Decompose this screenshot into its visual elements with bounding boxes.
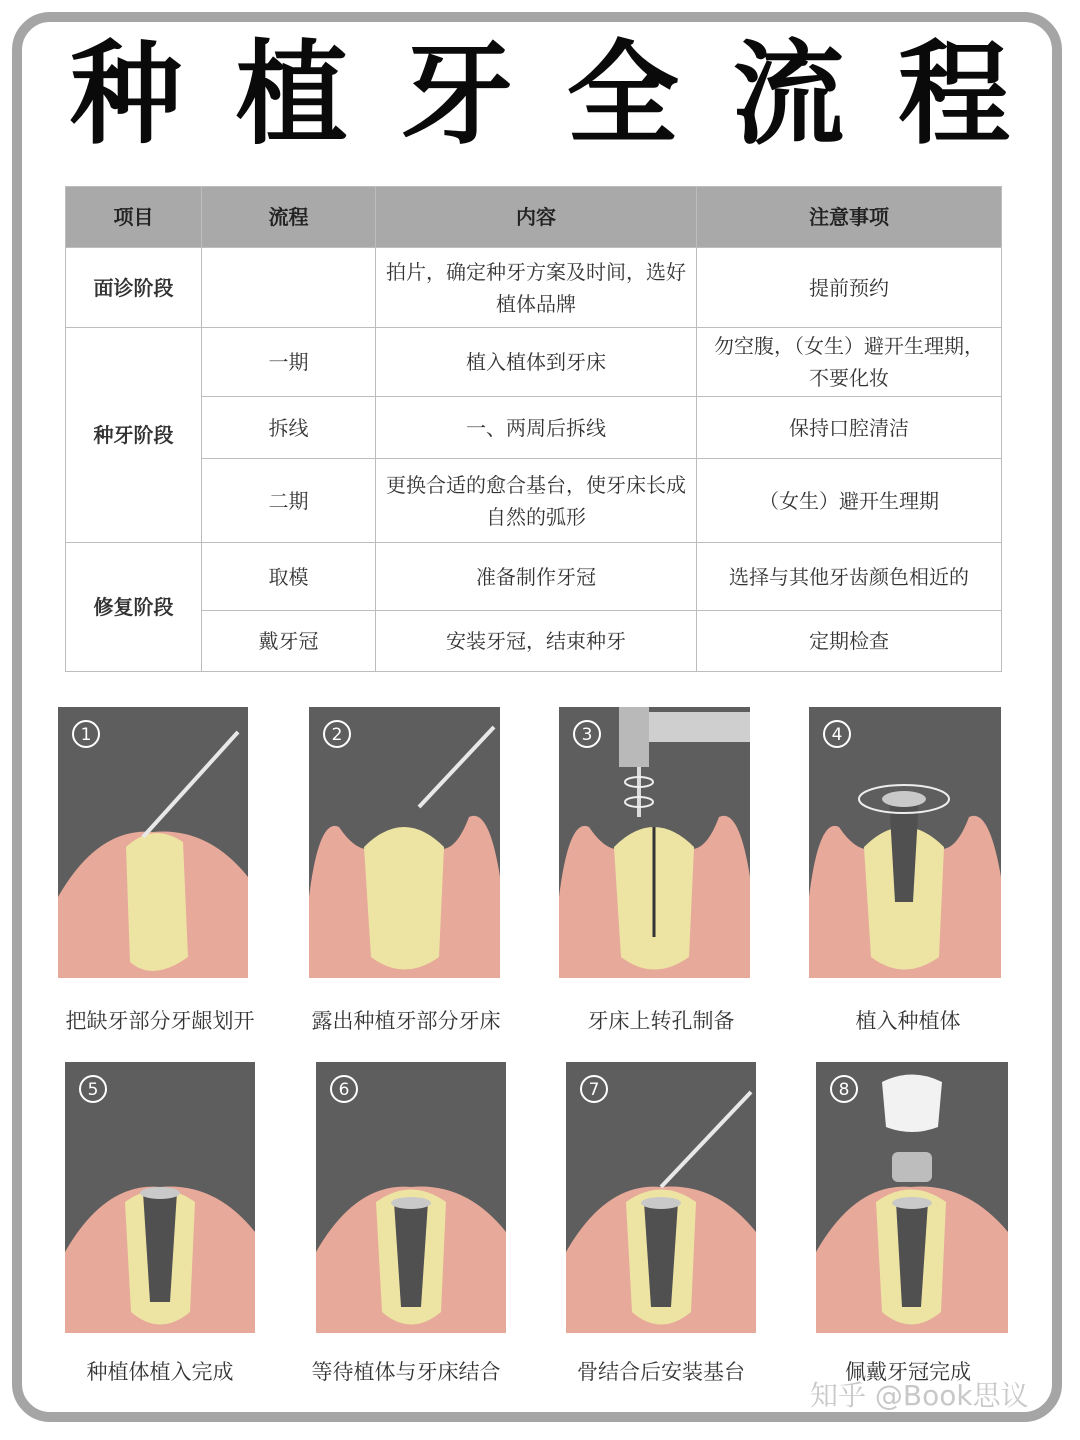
svg-text:3: 3 <box>581 725 593 745</box>
step-4-caption: 植入种植体 <box>855 1009 961 1033</box>
stage-cell: 种牙阶段 <box>66 328 202 543</box>
svg-text:6: 6 <box>338 1080 350 1100</box>
step-3-caption: 牙床上转孔制备 <box>587 1009 735 1033</box>
step-cell: 拆线 <box>202 397 376 459</box>
title-char: 植 <box>235 30 348 160</box>
content-cell: 拍片，确定种牙方案及时间，选好植体品牌 <box>376 248 697 328</box>
table-row <box>66 248 1002 328</box>
note-cell: 定期检查 <box>697 611 1002 672</box>
note-cell: 选择与其他牙齿颜色相近的 <box>697 543 1002 611</box>
content-cell: 更换合适的愈合基台，使牙床长成自然的弧形 <box>376 459 697 543</box>
step-6-caption: 等待植体与牙床结合 <box>311 1360 501 1384</box>
step-5-caption: 种植体植入完成 <box>86 1360 234 1384</box>
title-char: 种 <box>70 30 182 160</box>
step-5-illustration <box>65 1062 255 1333</box>
table-row <box>66 328 1002 397</box>
svg-text:5: 5 <box>87 1080 99 1100</box>
header-item: 项目 <box>66 187 202 248</box>
note-cell: （女生）避开生理期 <box>697 459 1002 543</box>
step-7-caption: 骨结合后安装基台 <box>577 1360 745 1384</box>
stage-cell: 面诊阶段 <box>66 248 202 328</box>
svg-text:2: 2 <box>331 725 343 745</box>
step-6-illustration <box>316 1062 506 1333</box>
content-cell: 植入植体到牙床 <box>376 328 697 397</box>
table-row <box>66 459 1002 543</box>
content-cell: 一、两周后拆线 <box>376 397 697 459</box>
note-cell: 提前预约 <box>697 248 1002 328</box>
title-char: 全 <box>566 30 679 160</box>
process-table <box>65 186 1002 672</box>
note-cell: 勿空腹，（女生）避开生理期，不要化妆 <box>697 328 1002 397</box>
header-notes: 注意事项 <box>697 187 1002 248</box>
step-8-caption: 佩戴牙冠完成 <box>845 1360 971 1384</box>
note-cell: 保持口腔清洁 <box>697 397 1002 459</box>
content-cell: 准备制作牙冠 <box>376 543 697 611</box>
step-3-illustration <box>559 707 750 978</box>
stage-cell: 修复阶段 <box>66 543 202 672</box>
step-7-illustration <box>566 1062 756 1333</box>
step-1-illustration <box>58 707 248 978</box>
title-char: 程 <box>897 30 1010 160</box>
table-row <box>66 397 1002 459</box>
svg-text:4: 4 <box>831 725 843 745</box>
step-8-illustration <box>816 1062 1008 1333</box>
step-4-illustration <box>809 707 1001 978</box>
step-cell: 一期 <box>202 328 376 397</box>
header-content: 内容 <box>376 187 697 248</box>
step-cell: 取模 <box>202 543 376 611</box>
page-title <box>40 30 1040 160</box>
title-char: 牙 <box>401 30 514 160</box>
svg-text:8: 8 <box>838 1080 850 1100</box>
table-row <box>66 611 1002 672</box>
step-cell <box>202 248 376 328</box>
svg-text:7: 7 <box>588 1080 600 1100</box>
table-header-row <box>66 187 1002 248</box>
step-1-caption: 把缺牙部分牙龈划开 <box>65 1009 255 1033</box>
step-cell: 二期 <box>202 459 376 543</box>
step-cell: 戴牙冠 <box>202 611 376 672</box>
table-row <box>66 543 1002 611</box>
svg-text:1: 1 <box>80 725 92 745</box>
header-process: 流程 <box>202 187 376 248</box>
title-char: 流 <box>732 30 845 160</box>
step-2-illustration <box>309 707 500 978</box>
watermark: 知乎 @Book思议 <box>810 1379 1029 1412</box>
step-2-caption: 露出种植牙部分牙床 <box>311 1009 501 1033</box>
content-cell: 安装牙冠，结束种牙 <box>376 611 697 672</box>
